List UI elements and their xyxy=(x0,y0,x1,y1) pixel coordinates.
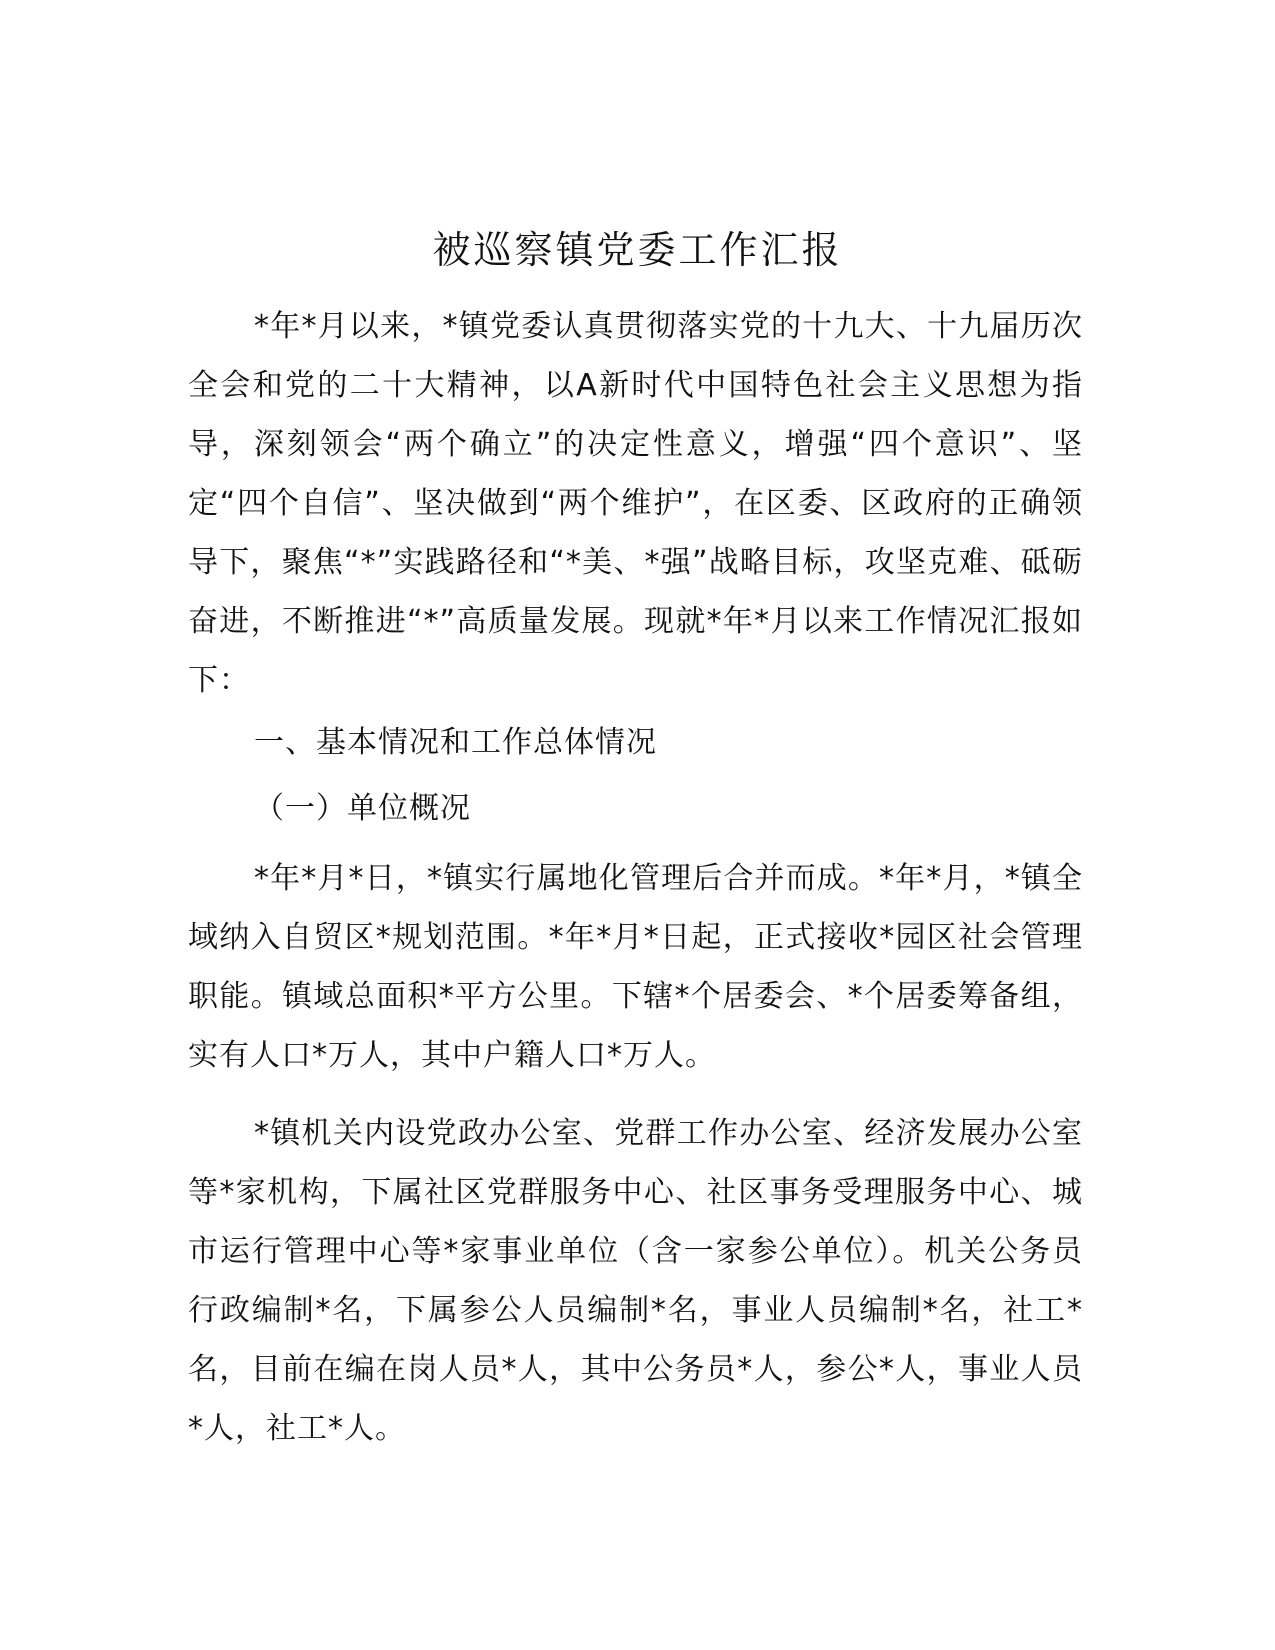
section-heading: 一、基本情况和工作总体情况 xyxy=(254,725,657,760)
subsection-heading: （一）单位概况 xyxy=(254,791,471,826)
document-title: 被巡察镇党委工作汇报 xyxy=(432,228,843,272)
intro-paragraph: *年*月以来，*镇党委认真贯彻落实党的十九大、十九届历次全会和党的二十大精神，以A新时代中国特色社会主义思想为指导，深刻领会“两个确立”的决定性意义，增强“四个意识”、坚定“四个自信”、坚决做到“两个维护”，在区委、区政府的正确领导下，聚焦“*”实践路径和“*美、*强”战略目标，攻坚克难、砥砺奋进，不断推进“*”高质量发展。现就*年*月以来工作情况汇报如下： xyxy=(188,309,1083,698)
staffing-paragraph: *镇机关内设党政办公室、党群工作办公室、经济发展办公室等*家机构，下属社区党群服务中心、社区事务受理服务中心、城市运行管理中心等*家事业单位（含一家参公单位）。机关公务员行政编制*名，下属参公人员编制*名，事业人员编制*名，社工*名，目前在编在岗人员*人，其中公务员*人，参公*人，事业人员*人，社工*人。 xyxy=(188,1116,1083,1446)
unit-overview-paragraph: *年*月*日，*镇实行属地化管理后合并而成。*年*月，*镇全域纳入自贸区*规划范围。*年*月*日起，正式接收*园区社会管理职能。镇域总面积*平方公里。下辖*个居委会、*个居委筹备组，实有人口*万人，其中户籍人口*万人。 xyxy=(188,861,1083,1073)
